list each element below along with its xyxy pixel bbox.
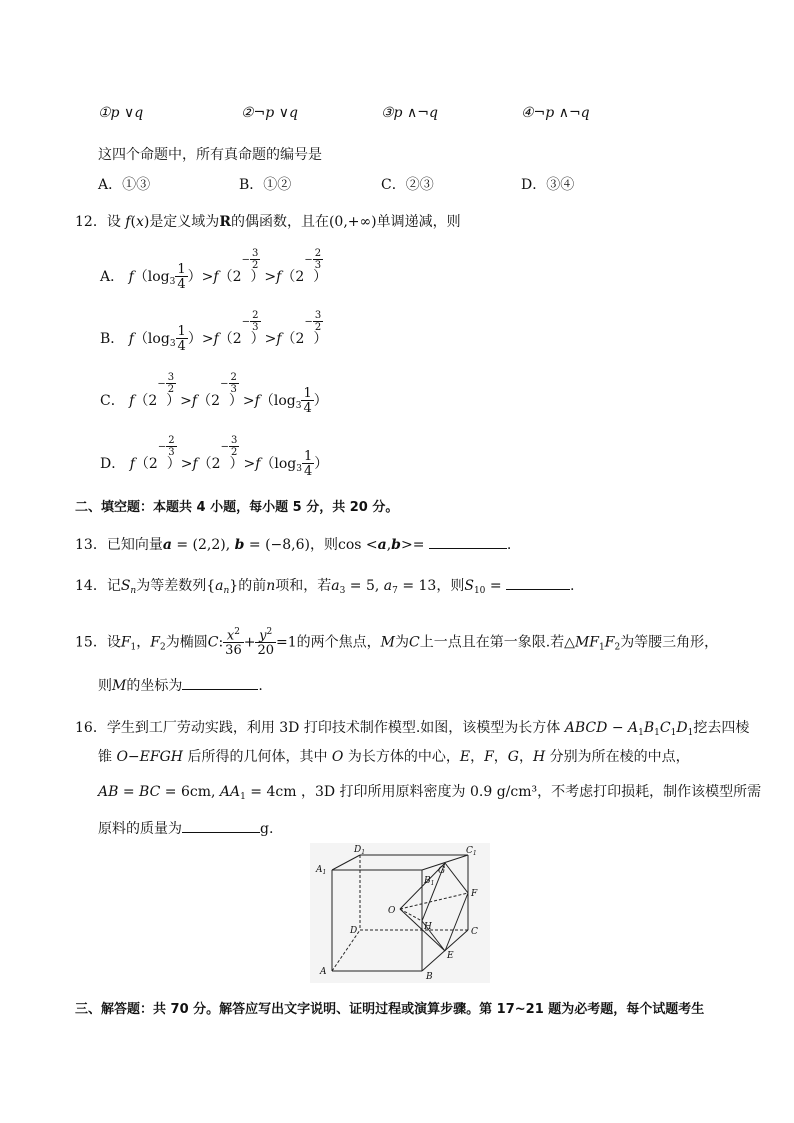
q15-answer-blank[interactable] [182,689,258,690]
q15-line-2: 则M的坐标为 . [98,678,263,694]
q12-option-c: C． f（2 − $\frac{3}{2}$ ）>f（2 − $\frac{2}{3}$ ）$>f(\log_3$ $\frac{1}{4}$ ） [100,372,328,416]
label-b1: $B_1$ [424,876,435,887]
label-h: H [424,922,432,932]
label-e: E [447,951,454,961]
q11-choice-c: C．②③ [381,177,434,193]
q11-option-1: ①p ∨q [98,105,144,121]
section-3-heading: 三、解答题：共 70 分。解答应写出文字说明、证明过程或演算步骤。第 17~21 题为必考题，每个试题考生 [75,1002,705,1017]
label-b: B [426,972,433,982]
label-o: O [388,906,396,916]
q11-choice-b: B．①② [239,177,292,193]
q13: 13．已知向量a = (2,2), b = (−8,6)，则cos <a,b>= . [75,537,512,553]
q16-line-1: 16．学生到工厂劳动实践，利用 3D 打印技术制作模型.如图，该模型为长方体 ABCD − $A_1B_1C_1D_1$挖去四棱 [75,720,750,738]
q12-stem: 12．设 f(x)是定义域为R的偶函数，且在(0,+∞)单调递减，则 [75,214,461,230]
cuboid-figure [310,843,490,983]
q11-choice-d: D．③④ [521,177,575,193]
label-f: F [471,889,478,899]
q11-option-4: ④¬p ∧¬q [521,105,590,121]
q11-prompt: 这四个命题中，所有真命题的编号是 [98,147,322,163]
label-a: A [320,967,327,977]
q11-option-2: ②¬p ∨q [241,105,298,121]
q16-line-2: 锥 O−EFGH 后所得的几何体，其中 O 为长方体的中心，E，F，G，H 分别为所在棱的中点， [98,749,690,765]
label-g: G [438,866,446,876]
label-d1: $D_1$ [354,845,366,856]
label-c1: $C_1$ [466,846,477,857]
q15-line-1: 15．设$F_1$，$F_2$为椭圆C: $\frac{x^2}{36}$ + $\frac{y^2}{20}$ =1的两个焦点，M为C上一点且在第一象限.若$\triangle MF_1F_2$为等腰三角形， [75,627,719,659]
q12-option-b: B． $f(\log_3$ $\frac{1}{4}$ ）>f（2 − $\frac{2}{3}$ ）>f（2 − $\frac{3}{2}$ ） [100,310,328,354]
q16-answer-blank[interactable] [182,832,260,833]
label-a1: $A_1$ [316,865,327,876]
label-c: C [471,927,478,937]
q11-choice-a: A．①③ [98,177,151,193]
q14-answer-blank[interactable] [506,589,570,590]
q11-option-3: ③p ∧¬q [381,105,438,121]
q14: 14．记$S_n$为等差数列$\{a_n\}$的前n项和，若$a_3 = 5$, $a_7 = 13$，则$S_{10}$ = . [75,578,575,596]
q16-line-4: 原料的质量为 g. [98,821,274,837]
q13-answer-blank[interactable] [429,548,507,549]
section-2-heading: 二、填空题：本题共 4 小题，每小题 5 分，共 20 分。 [75,500,399,515]
q16-line-3: AB = BC = 6cm, $AA_1 = 4cm$ ，3D 打印所用原料密度为 0.9 g/cm³，不考虑打印损耗，制作该模型所需 [98,784,762,802]
q12-option-d: D． f（2 − $\frac{2}{3}$ ）>f（2 − $\frac{3}{2}$ ）$>f(\log_3$ $\frac{1}{4}$ ） [100,435,329,479]
label-d: D [350,926,358,936]
q12-option-a: A． $f(\log_3$ $\frac{1}{4}$ ）>f（2 − $\frac{3}{2}$ ）>f（2 − $\frac{2}{3}$ ） [100,248,328,292]
